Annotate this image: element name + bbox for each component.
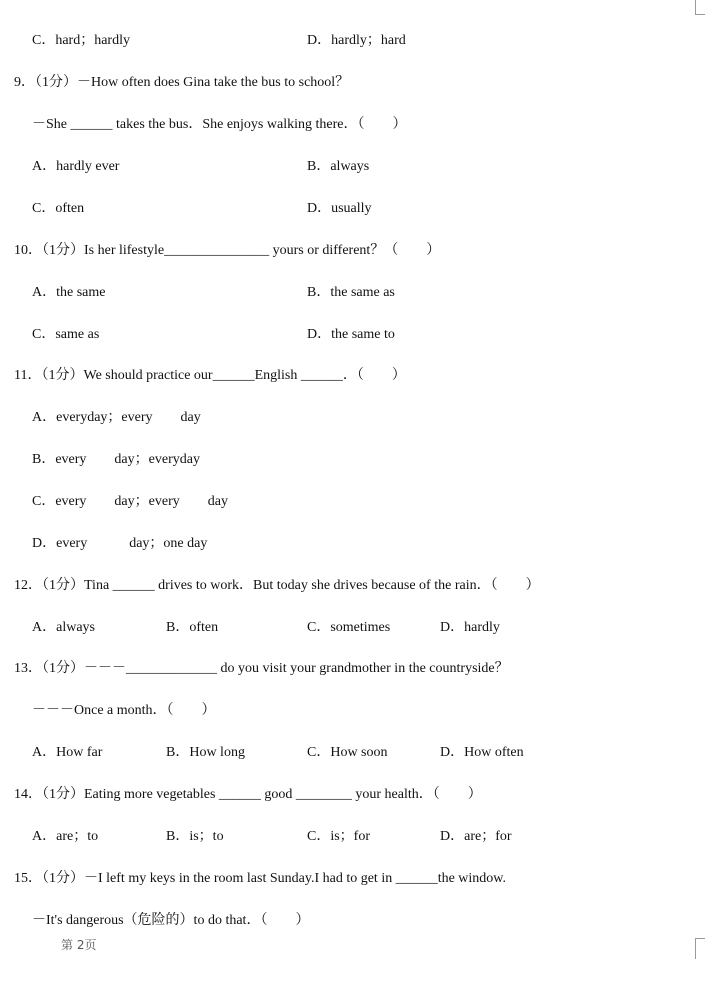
- question-10-stem: 10．（1分）Is her lifestyle_______________ yours or different？（ ）: [14, 243, 441, 258]
- question-13-option-b: B．How long: [166, 745, 245, 760]
- question-8-option-d: D．hardly；hard: [307, 33, 406, 48]
- question-9-option-a: A．hardly ever: [32, 159, 120, 174]
- question-11-option-a: A．everyday；every day: [32, 410, 201, 425]
- question-13-option-c: C．How soon: [307, 745, 388, 760]
- question-9-option-c: C．often: [32, 201, 85, 216]
- question-9-response: －She ______ takes the bus．She enjoys walking there．（ ）: [32, 117, 407, 132]
- question-12-option-d: D．hardly: [440, 620, 500, 635]
- question-14-option-b: B．is；to: [166, 829, 224, 844]
- question-11-option-b: B．every day；everyday: [32, 452, 200, 467]
- question-11-stem: 11．（1分）We should practice our______English ______．（ ）: [14, 368, 406, 383]
- question-11-option-c: C．every day；every day: [32, 494, 228, 509]
- question-12-stem: 12．（1分）Tina ______ drives to work．But today she drives because of the rain．（ ）: [14, 578, 540, 593]
- question-9-stem: 9．（1分）－How often does Gina take the bus to school？: [14, 75, 350, 90]
- question-13-option-a: A．How far: [32, 745, 103, 760]
- question-13-option-d: D．How often: [440, 745, 524, 760]
- question-10-option-a: A．the same: [32, 285, 106, 300]
- question-13-stem: 13．（1分）－－－_____________ do you visit your grandmother in the countryside？: [14, 661, 509, 676]
- page-corner-mark-top: [695, 0, 705, 15]
- question-14-option-d: D．are；for: [440, 829, 512, 844]
- question-14-option-c: C．is；for: [307, 829, 370, 844]
- question-11-option-d: D．every day；one day: [32, 536, 208, 551]
- question-9-option-d: D．usually: [307, 201, 372, 216]
- question-10-option-d: D．the same to: [307, 327, 395, 342]
- question-12-option-b: B．often: [166, 620, 219, 635]
- question-15-response: －It's dangerous（危险的）to do that．（ ）: [32, 913, 310, 928]
- page-number-footer: 第 2页: [61, 938, 97, 952]
- question-15-stem: 15．（1分）－I left my keys in the room last Sunday.I had to get in ______the window.: [14, 871, 507, 886]
- page-corner-mark-bottom: [695, 938, 705, 959]
- question-9-option-b: B．always: [307, 159, 370, 174]
- question-14-stem: 14．（1分）Eating more vegetables ______ good ________ your health．（ ）: [14, 787, 482, 802]
- question-12-option-a: A．always: [32, 620, 95, 635]
- question-10-option-c: C．same as: [32, 327, 100, 342]
- question-8-option-c: C．hard；hardly: [32, 33, 130, 48]
- question-14-option-a: A．are；to: [32, 829, 99, 844]
- question-12-option-c: C．sometimes: [307, 620, 391, 635]
- question-13-response: －－－Once a month．（ ）: [32, 703, 216, 718]
- question-10-option-b: B．the same as: [307, 285, 395, 300]
